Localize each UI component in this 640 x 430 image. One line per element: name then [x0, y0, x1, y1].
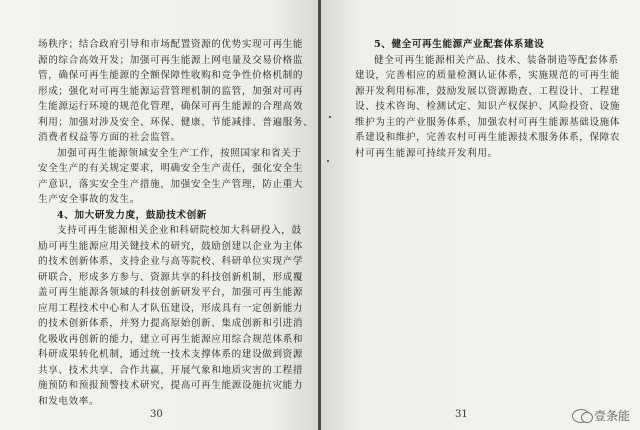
text-line: 化吸收再创新的能力，建立可再生能源应用综合规范体系和 — [38, 333, 304, 345]
text-line: 村可再生能源可持续开发利用。 — [355, 147, 498, 159]
left-page-body — [38, 37, 314, 409]
section-heading: 4、加大研发力度，鼓励技术创新 — [57, 209, 207, 221]
text-line: 安全生产的有关规定要求，明确安全生产责任，强化安全生 — [38, 163, 304, 174]
left-page — [0, 0, 319, 430]
text-line: 利用；加强对涉及安全、环保、健康、节能减排、普遍服务、 — [38, 116, 314, 128]
text-line: 系建设和维护，完善农村可再生能源技术服务体系，保障农 — [355, 132, 621, 143]
text-line: 的技术创新体系，并努力提高原始创新、集成创新和引进消 — [38, 318, 304, 329]
watermark — [572, 407, 630, 424]
text-line: 施预防和预报预警技术研究，提高可再生能源设施抗灾能力 — [38, 380, 304, 391]
text-line: 形成；强化对可再生能源运营管理机制的监管，加强对可再 — [38, 85, 304, 97]
text-line: 科研成果转化机制，通过统一技术支撑体系的建设做到资源 — [38, 349, 304, 360]
text-line: 设、技术咨询、检测试定、知识产权保护、风险投资、设施 — [355, 101, 621, 112]
text-line: 源的综合高效开发；加强可再生能源上网电量及交易价格监 — [38, 54, 304, 66]
wechat-icon — [572, 409, 590, 423]
text-line: 支持可再生能源相关企业和科研院校加大科研投入，鼓 — [57, 225, 302, 236]
text-line: 管，确保可再生能源的全额保障性收购和竞争性价格机制的 — [38, 70, 304, 81]
right-page-body — [355, 37, 621, 161]
text-line: 消费者权益等方面的社会监管。 — [38, 132, 181, 143]
left-page-number: 30 — [150, 409, 163, 420]
text-line: 生能源运行环境的规范化管理，确保可再生能源的合理高效 — [38, 101, 304, 112]
text-line: 健全可再生能源相关产品、技术、装备制造等配套体系 — [374, 54, 619, 66]
text-line: 源开发利用标准，鼓励发展以资源勘查、工程设计、工程建 — [355, 85, 621, 97]
text-line: 建设，完善相应的质量检测认证体系，实施规范的可再生能 — [355, 70, 621, 81]
text-line: 维护为主的产业服务体系，加强农村可再生能源基础设施体 — [355, 116, 621, 128]
text-line: 励可再生能源应用关键技术的研究，鼓励创建以企业为主体 — [38, 240, 304, 252]
text-line: 加强可再生能源领域安全生产工作，按照国家和省关于 — [57, 147, 302, 159]
scan-speck — [329, 116, 331, 118]
text-line: 应用工程技术中心和人才队伍建设，形成具有一定创新能力 — [38, 302, 304, 314]
text-line: 盖可再生能源各领域的科技创新研发平台，加强可再生能源 — [38, 287, 304, 298]
watermark-text: 壹条能 — [593, 409, 630, 423]
text-line: 产意识，落实安全生产措施，加强安全生产管理，防止重大 — [38, 178, 304, 190]
right-page-number: 31 — [455, 409, 468, 420]
scan-speck — [327, 160, 329, 162]
text-line: 生产安全事故的发生。 — [38, 194, 140, 205]
text-line: 共享、技术共享、合作共赢，开展气象和地质灾害的工程措 — [38, 364, 304, 376]
section-heading: 5、健全可再生能源产业配套体系建设 — [374, 39, 545, 50]
right-page — [321, 0, 640, 430]
text-line: 和发电效率。 — [38, 395, 100, 407]
text-line: 研联合，形成多方参与、资源共享的科技创新机制，形成覆 — [38, 271, 304, 283]
text-line: 场秩序；结合政府引导和市场配置资源的优势实现可再生能 — [38, 39, 304, 50]
text-line: 的技术创新体系，支持企业与高等院校、科研单位实现产学 — [38, 256, 304, 267]
